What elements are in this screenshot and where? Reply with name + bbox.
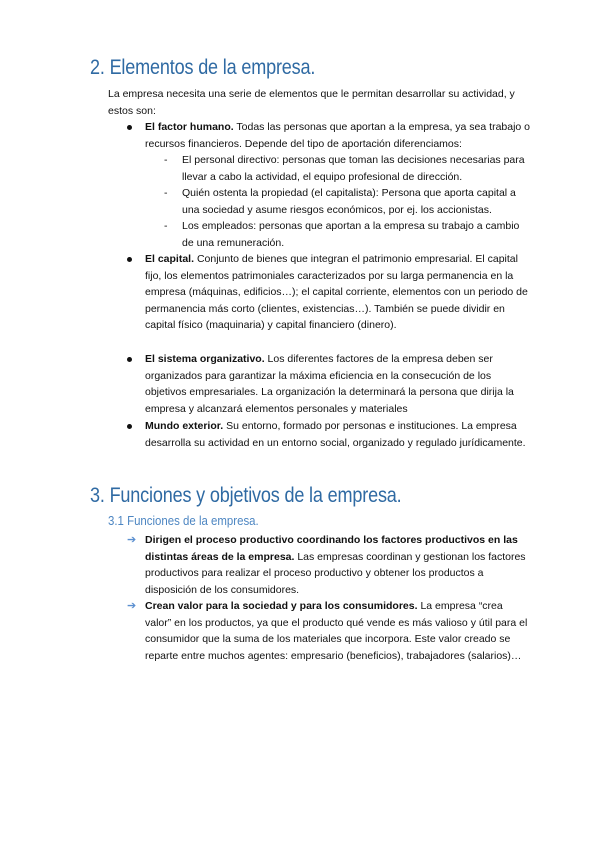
item-text: La empresa “crea valor” en los productos, ya que el producto qué vende es más valioso y útil para el consumidor que la suma de los materiales que incorpora. Este valor creado se reparte entre muchos agentes: empresario (beneficios), trabajadores (salarios)…	[145, 600, 528, 662]
dash-icon: -	[164, 220, 168, 232]
item-text: Su entorno, formado por personas e instituciones. La empresa desarrolla su actividad en un entorno social, organizado y regulado jurídicamente.	[145, 420, 526, 449]
bullet-icon	[127, 257, 132, 262]
item-term: Dirigen el proceso productivo coordinando los factores productivos en las distintas áreas de la empresa.	[145, 534, 518, 563]
item-text: Las empresas coordinan y gestionan los factores productivos para realizar el proceso productivo y obtener los productos a disposición de los consumidores.	[145, 550, 526, 596]
item-text: Los diferentes factores de la empresa deben ser organizados para garantizar la máxima eficiencia en la consecución de los objetivos empresariales. La organización la determinará la persona que dirija la empresa y alcanzará elementos personales y materiales	[145, 353, 514, 415]
bullet-icon	[127, 424, 132, 429]
item-term: El factor humano.	[145, 121, 234, 133]
sub-list-item-propiedad	[164, 185, 532, 218]
section-2-intro: La empresa necesita una serie de elementos que le permitan desarrollar su actividad, y estos son:	[108, 88, 515, 117]
bullet-icon	[127, 357, 132, 362]
dash-icon: -	[164, 187, 168, 199]
list-item-dirigen	[127, 532, 530, 598]
item-term: El sistema organizativo.	[145, 353, 265, 365]
sub-item-text: Quién ostenta la propiedad (el capitalista): Persona que aporta capital a una sociedad y asume riesgos económicos, por ej. los accionistas.	[182, 187, 516, 216]
dash-icon: -	[164, 154, 168, 166]
section-3-1-subheading: 3.1 Funciones de la empresa.	[108, 513, 259, 528]
item-term: El capital.	[145, 253, 195, 265]
arrow-right-icon: ➔	[127, 534, 137, 546]
sub-item-text: Los empleados: personas que aportan a la empresa su trabajo a cambio de una remuneración.	[182, 220, 520, 249]
item-text: Todas las personas que aportan a la empresa, ya sea trabajo o recursos financieros. Depende del tipo de aportación diferenciamos:	[145, 121, 531, 150]
section-2-heading: 2. Elementos de la empresa.	[90, 56, 316, 79]
list-item-sistema-organizativo	[145, 351, 530, 417]
bullet-icon	[127, 125, 132, 130]
item-term: Mundo exterior.	[145, 420, 224, 432]
arrow-right-icon: ➔	[127, 600, 137, 612]
list-item-mundo-exterior	[145, 418, 530, 451]
list-item-crean-valor	[127, 598, 530, 664]
item-term: Crean valor para la sociedad y para los consumidores.	[145, 600, 418, 612]
sub-list-item-directivo	[164, 152, 532, 185]
list-item-capital	[145, 251, 530, 334]
section-3-heading: 3. Funciones y objetivos de la empresa.	[90, 484, 402, 507]
sub-item-text: El personal directivo: personas que toman las decisiones necesarias para llevar a cabo la actividad, el equipo profesional de dirección.	[182, 154, 525, 183]
list-item-factor-humano	[145, 119, 530, 152]
item-text: Conjunto de bienes que integran el patrimonio empresarial. El capital fijo, los elementos patrimoniales caracterizados por su larga permanencia en la empresa (máquinas, edificios…); el capital corriente, elementos con un periodo de permanencia más corto (clientes, existencias…). También se puede dividir en capital físico (maquinaria) y capital financiero (dinero).	[145, 253, 528, 332]
sub-list-item-empleados	[164, 218, 532, 251]
